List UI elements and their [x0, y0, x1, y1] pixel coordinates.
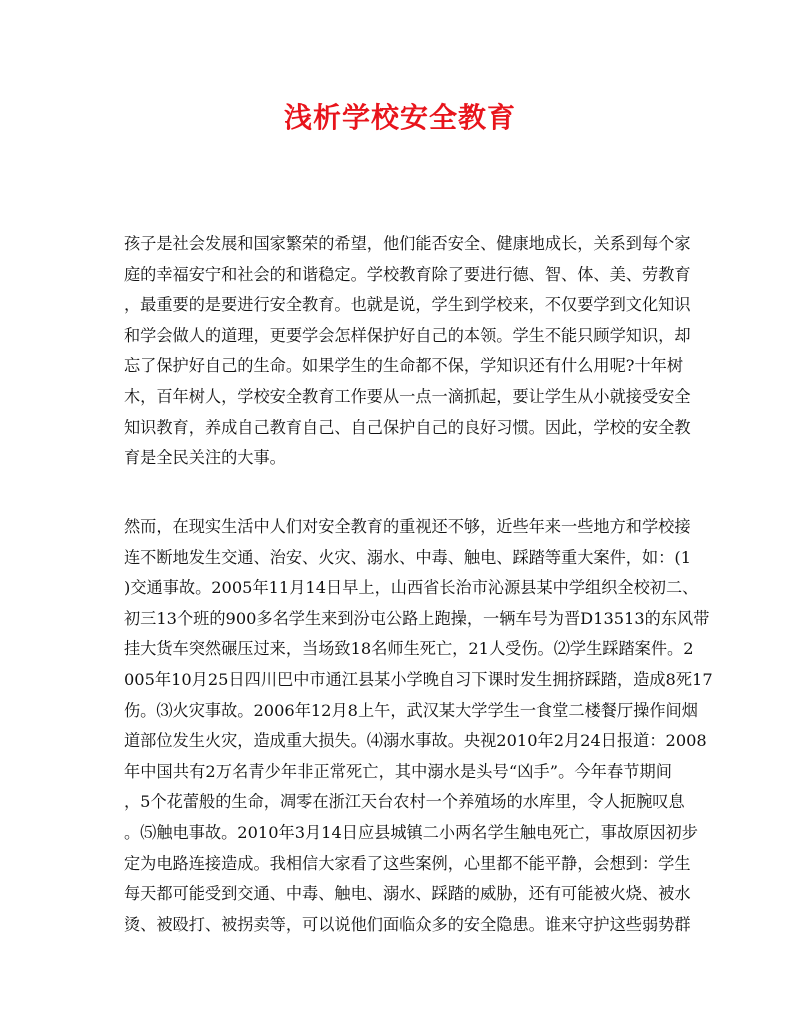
paragraph-line: 木，百年树人，学校安全教育工作要从一点一滴抓起，要让学生从小就接受安全: [124, 386, 691, 406]
paragraph-line: 挂大货车突然碾压过来，当场致18名师生死亡，21人受伤。⑵学生踩踏案件。2: [124, 639, 694, 659]
paragraph-line: 然而，在现实生活中人们对安全教育的重视还不够，近些年来一些地方和学校接: [124, 517, 691, 536]
paragraph-line: 忘了保护好自己的生命。如果学生的生命都不保，学知识还有什么用呢?十年树: [124, 356, 684, 376]
paragraph-line: ，最重要的是要进行安全教育。也就是说，学生到学校来，不仅要学到文化知识: [124, 295, 691, 315]
paragraph-line: 005年10月25日四川巴中市通江县某小学晚自习下课时发生拥挤踩踏，造成8死17: [124, 669, 713, 689]
document-title: 浅析学校安全教育: [283, 101, 516, 134]
paragraph-line: 。⑸触电事故。2010年3月14日应县城镇二小两名学生触电死亡，事故原因初步: [124, 822, 698, 842]
paragraph-line: 每天都可能受到交通、中毒、触电、溺水、踩踏的威胁，还有可能被火烧、被水: [124, 884, 691, 904]
paragraph-line: 孩子是社会发展和国家繁荣的希望，他们能否安全、健康地成长，关系到每个家: [124, 234, 691, 253]
paragraph-cases: [124, 512, 713, 940]
paragraph-line: 和学会做人的道理，更要学会怎样保护好自己的本领。学生不能只顾学知识，却: [124, 325, 691, 345]
paragraph-line: ，5个花蕾般的生命，凋零在浙江天台农村一个养殖场的水库里，令人扼腕叹息: [124, 792, 685, 812]
paragraph-line: 育是全民关注的大事。: [124, 448, 286, 468]
paragraph-line: 初三13个班的900多名学生来到汾屯公路上跑操，一辆车号为晋D13513的东风带: [124, 608, 710, 628]
paragraph-line: 定为电路连接造成。我相信大家看了这些案例，心里都不能平静，会想到：学生: [124, 853, 691, 873]
paragraph-intro: [124, 229, 691, 474]
paragraph-line: 连不断地发生交通、治安、火灾、溺水、中毒、触电、踩踏等重大案件，如：(1: [124, 547, 691, 567]
paragraph-line: 道部位发生火灾，造成重大损失。⑷溺水事故。央视2010年2月24日报道：2008: [124, 731, 707, 751]
paragraph-line: 知识教育，养成自己教育自己、自己保护自己的良好习惯。因此，学校的安全教: [124, 417, 691, 437]
paragraph-line: )交通事故。2005年11月14日早上，山西省长治市沁源县某中学组织全校初二、: [124, 578, 699, 598]
paragraph-line: 烫、被殴打、被拐卖等，可以说他们面临众多的安全隐患。谁来守护这些弱势群: [124, 914, 691, 934]
paragraph-line: 庭的幸福安宁和社会的和谐稳定。学校教育除了要进行德、智、体、美、劳教育: [124, 264, 691, 284]
paragraph-line: 伤。⑶火灾事故。2006年12月8上午，武汉某大学学生一食堂二楼餐厅操作间烟: [124, 700, 698, 720]
paragraph-line: 年中国共有2万名青少年非正常死亡，其中溺水是头号“凶手”。今年春节期间: [124, 761, 672, 781]
